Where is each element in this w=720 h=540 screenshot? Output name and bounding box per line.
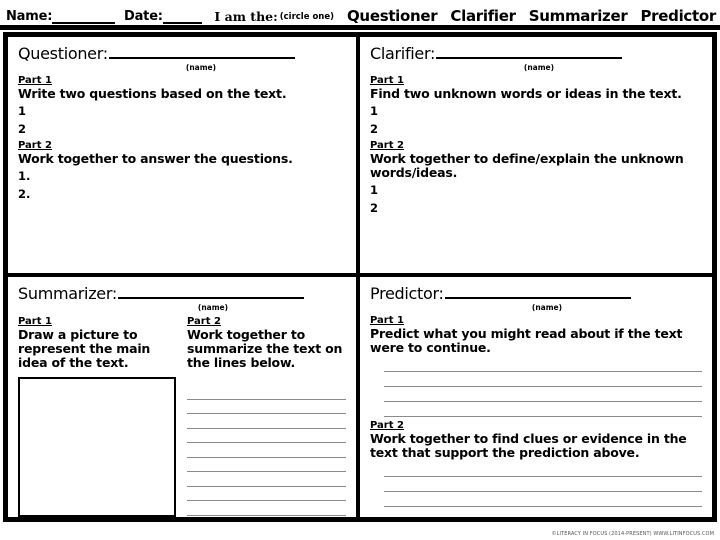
questioner-part1-lines-2[interactable]: [31, 122, 346, 124]
summarizer-drawing-box[interactable]: [18, 377, 176, 517]
questioner-part1-label: Part 1: [18, 75, 52, 86]
circle-one-hint: (circle one): [279, 12, 334, 22]
summarizer-part2-column: [187, 313, 346, 517]
questioner-part2-lines-2[interactable]: [31, 187, 346, 189]
clarifier-part2-lines-1[interactable]: [383, 183, 702, 185]
date-label: Date:: [124, 9, 163, 24]
role-option-clarifier[interactable]: Clarifier: [450, 7, 516, 25]
write-line[interactable]: [187, 472, 346, 487]
predictor-title: Predictor:: [370, 284, 444, 303]
clarifier-part2-number-1: 1: [370, 183, 379, 197]
date-input-blank[interactable]: [163, 9, 202, 24]
roles-grid: [3, 32, 717, 522]
i-am-the-label: I am the:: [214, 9, 278, 24]
questioner-part1-text: Write two questions based on the text.: [18, 86, 287, 101]
questioner-name-hint: (name): [185, 63, 217, 72]
questioner-title-row: [18, 43, 346, 63]
write-line[interactable]: [384, 357, 702, 372]
clarifier-part2-lines-2[interactable]: [383, 201, 702, 203]
questioner-part2-text: Work together to answer the questions.: [18, 151, 293, 166]
summarizer-title: Summarizer:: [18, 284, 117, 303]
predictor-part1-lines[interactable]: [384, 357, 702, 417]
questioner-part2-label: Part 2: [18, 140, 52, 151]
clarifier-part1-text: Find two unknown words or ideas in the text.: [370, 86, 682, 101]
summarizer-part1-label: Part 1: [18, 316, 52, 327]
clarifier-part2-label: Part 2: [370, 140, 404, 151]
predictor-part2-lines[interactable]: [384, 462, 702, 517]
write-line[interactable]: [187, 414, 346, 429]
name-input-blank[interactable]: [52, 9, 115, 24]
clarifier-part1-item-1: [370, 104, 702, 119]
quadrant-questioner: [8, 37, 360, 277]
quadrant-clarifier: [360, 37, 712, 277]
quadrant-predictor: [360, 277, 712, 517]
summarizer-name-hint: (name): [197, 303, 229, 312]
clarifier-part1-number-2: 2: [370, 122, 379, 136]
clarifier-part1-lines-1[interactable]: [383, 104, 702, 106]
clarifier-part1-label: Part 1: [370, 75, 404, 86]
questioner-part2-number-1: 1.: [18, 169, 31, 183]
write-line[interactable]: [187, 429, 346, 444]
clarifier-part2-item-1: [370, 183, 702, 198]
header-divider-rule: [0, 25, 720, 30]
write-line[interactable]: [187, 400, 346, 415]
summarizer-name-blank[interactable]: [118, 283, 304, 299]
summarizer-part2-label: Part 2: [187, 316, 221, 327]
summarizer-columns: [18, 313, 346, 517]
write-line[interactable]: [187, 443, 346, 458]
predictor-part1-text: Predict what you might read about if the text were to continue.: [370, 326, 683, 355]
summarizer-part1-text: Draw a picture to represent the main idea of the text.: [18, 327, 151, 370]
write-line[interactable]: [187, 487, 346, 502]
questioner-title: Questioner:: [18, 44, 108, 63]
write-line[interactable]: [187, 385, 346, 400]
write-line[interactable]: [384, 492, 702, 507]
questioner-part1-item-1: [18, 104, 346, 119]
write-line[interactable]: [384, 462, 702, 477]
write-line[interactable]: [384, 507, 702, 517]
questioner-part2-item-2: [18, 187, 346, 202]
write-line[interactable]: [384, 402, 702, 417]
clarifier-part2-item-2: [370, 201, 702, 216]
predictor-title-row: [370, 283, 702, 303]
write-line[interactable]: [187, 501, 346, 516]
summarizer-part2-lines[interactable]: [187, 385, 346, 517]
questioner-part1-item-2: [18, 122, 346, 137]
clarifier-name-hint: (name): [523, 63, 555, 72]
clarifier-part1-item-2: [370, 122, 702, 137]
name-label: Name:: [6, 9, 53, 24]
predictor-name-blank[interactable]: [445, 283, 631, 299]
questioner-name-blank[interactable]: [109, 43, 295, 59]
questioner-part1-number-2: 2: [18, 122, 27, 136]
write-line[interactable]: [384, 477, 702, 492]
predictor-part2-label: Part 2: [370, 420, 404, 431]
questioner-part1-lines-1[interactable]: [31, 104, 346, 106]
summarizer-title-row: [18, 283, 346, 303]
copyright-credit: ©LITERACY IN FOCUS (2014-PRESENT) WWW.LITINFOCUS.COM: [551, 531, 714, 537]
worksheet-header: [0, 0, 720, 24]
summarizer-part1-column: [18, 313, 177, 517]
clarifier-part1-lines-2[interactable]: [383, 122, 702, 124]
predictor-part2-text: Work together to find clues or evidence in the text that support the prediction above.: [370, 431, 687, 460]
write-line[interactable]: [384, 372, 702, 387]
questioner-part1-number-1: 1: [18, 104, 27, 118]
questioner-part2-item-1: [18, 169, 346, 184]
clarifier-title-row: [370, 43, 702, 63]
predictor-name-hint: (name): [531, 303, 563, 312]
summarizer-part2-text: Work together to summarize the text on the lines below.: [187, 327, 343, 370]
predictor-part1-label: Part 1: [370, 315, 404, 326]
questioner-part2-number-2: 2.: [18, 187, 31, 201]
write-line[interactable]: [187, 458, 346, 473]
clarifier-part2-number-2: 2: [370, 201, 379, 215]
quadrant-summarizer: [8, 277, 360, 517]
write-line[interactable]: [384, 387, 702, 402]
role-option-summarizer[interactable]: Summarizer: [528, 7, 628, 25]
questioner-part2-lines-1[interactable]: [31, 169, 346, 171]
clarifier-part2-text: Work together to define/explain the unknown words/ideas.: [370, 151, 684, 180]
clarifier-title: Clarifier:: [370, 44, 436, 63]
write-line[interactable]: [187, 516, 346, 518]
role-option-predictor[interactable]: Predictor: [640, 7, 716, 25]
role-option-questioner[interactable]: Questioner: [346, 7, 438, 25]
clarifier-name-blank[interactable]: [436, 43, 622, 59]
clarifier-part1-number-1: 1: [370, 104, 379, 118]
